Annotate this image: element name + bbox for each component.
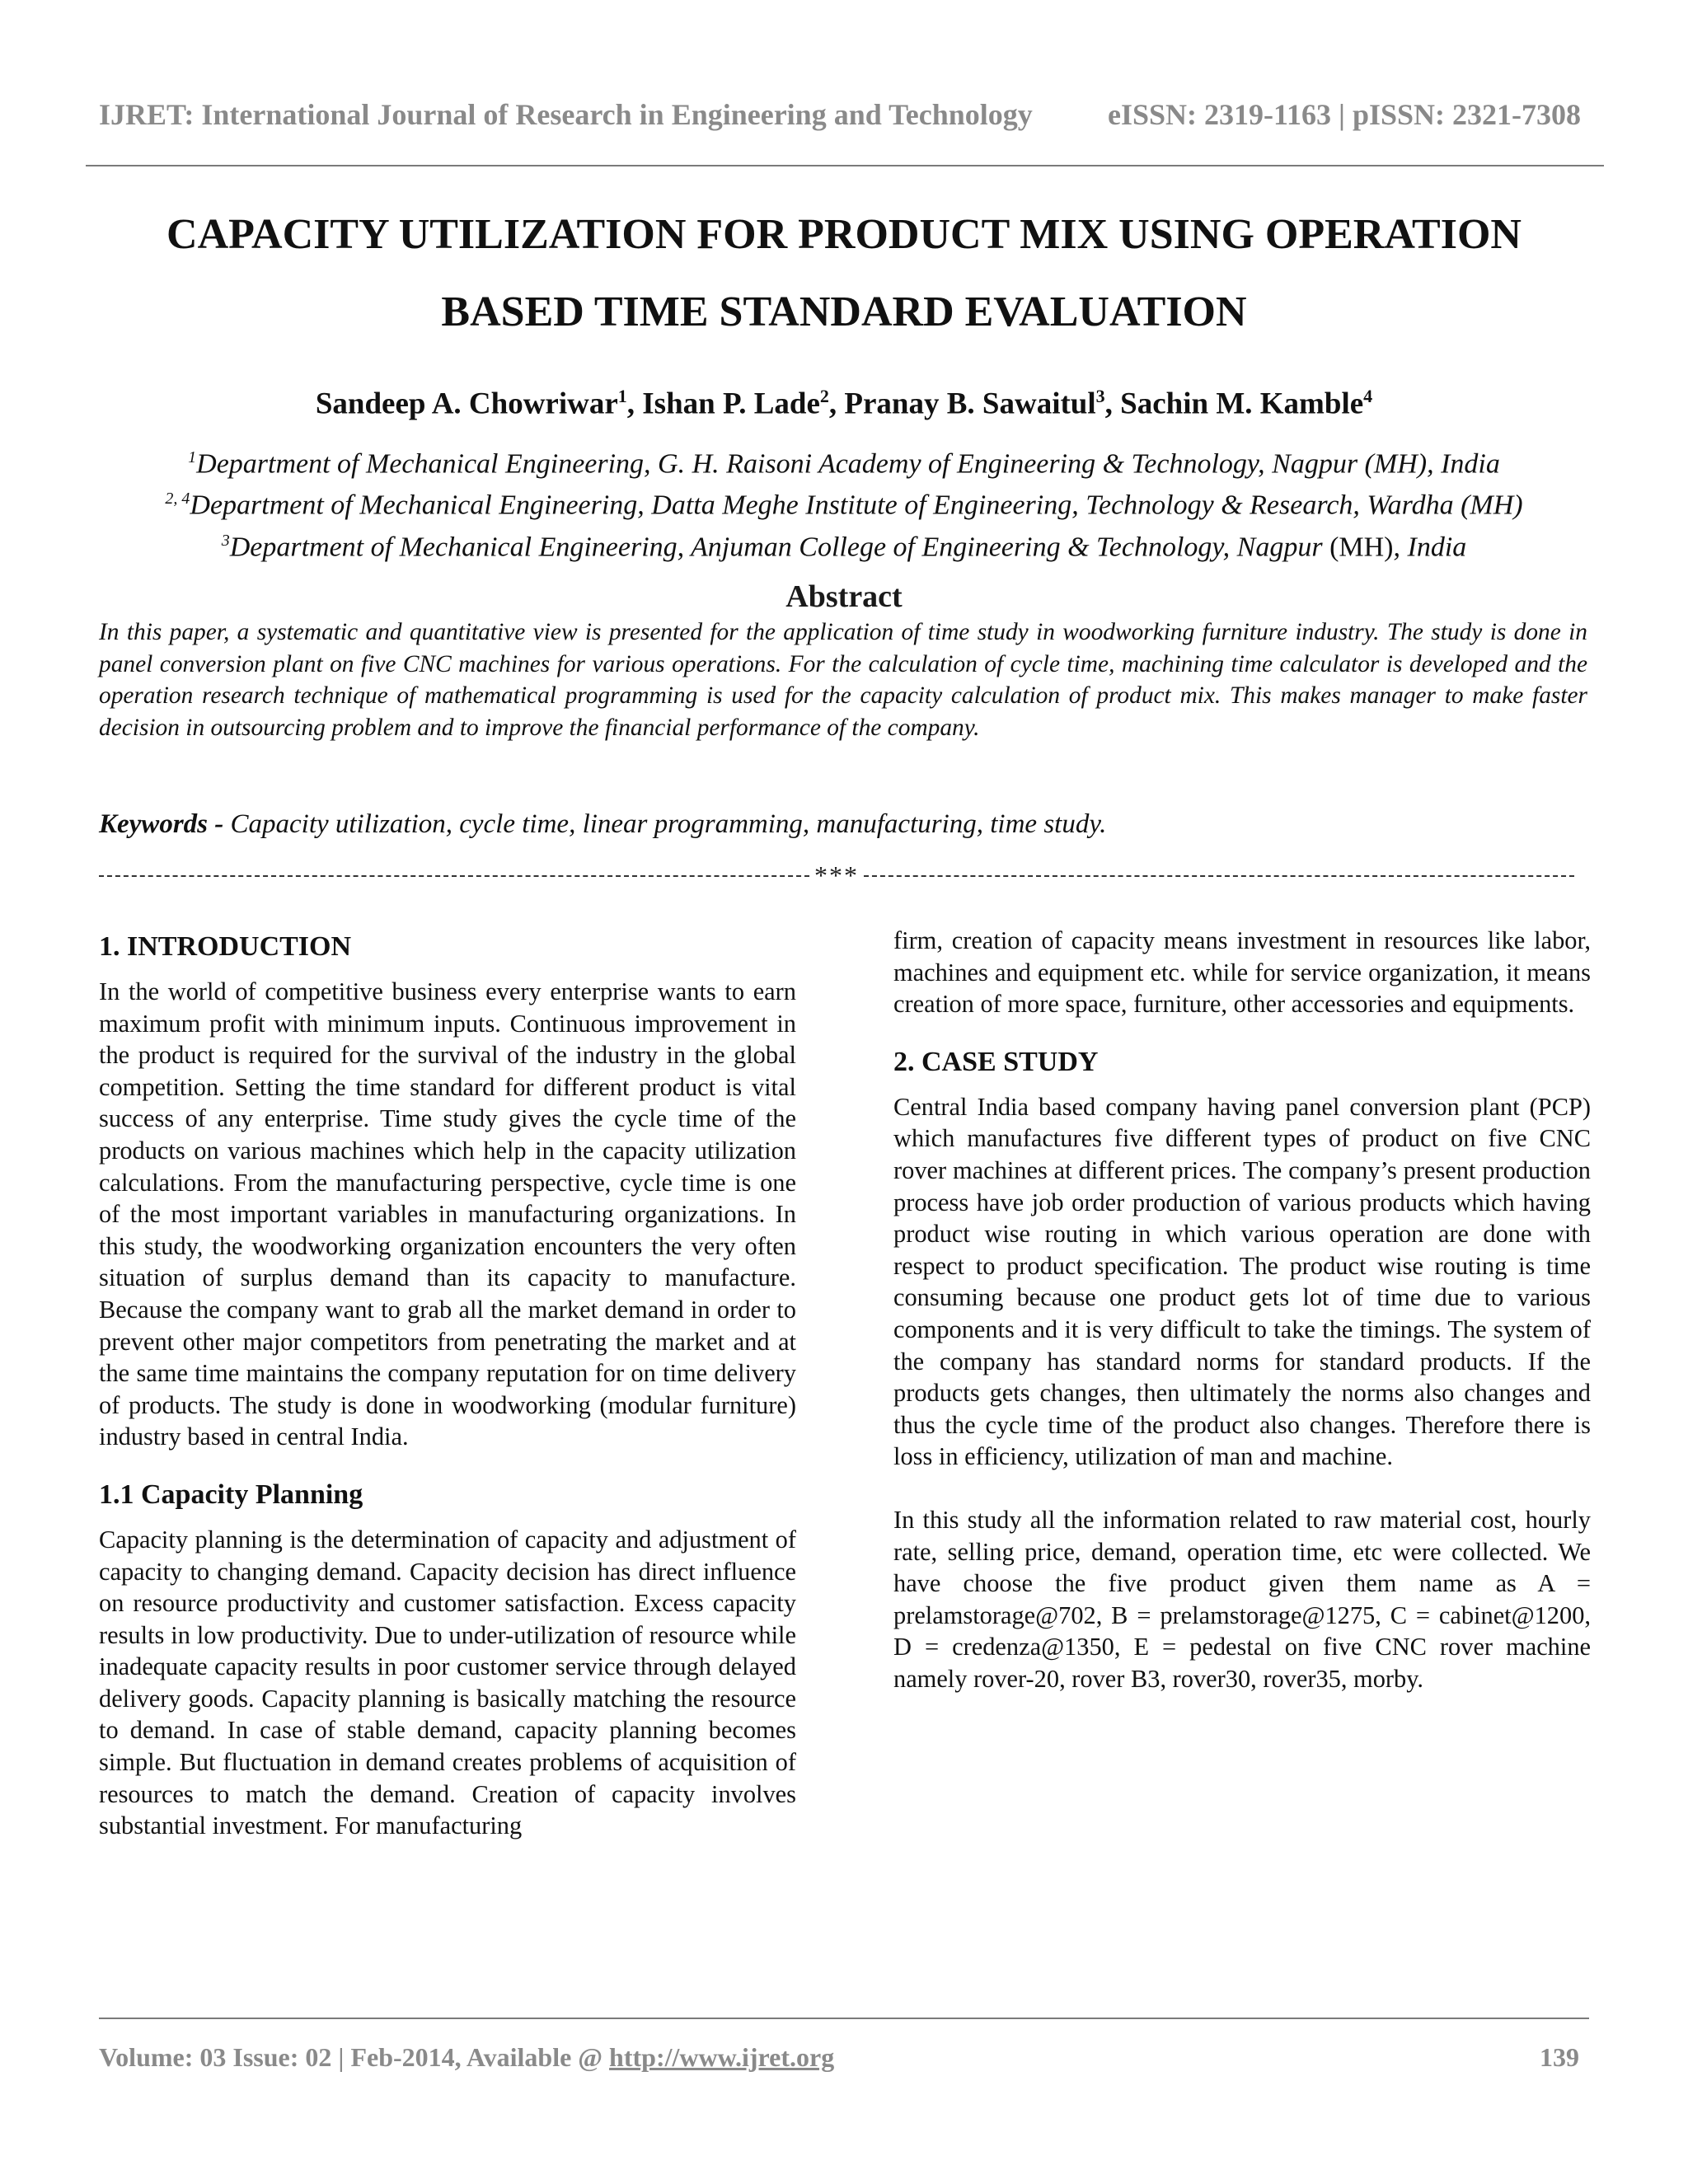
section-heading-capacity-planning: 1.1 Capacity Planning — [99, 1479, 363, 1510]
journal-website-link[interactable]: http://www.ijret.org — [609, 2042, 835, 2072]
affil-mark: 3 — [221, 531, 230, 550]
affil-text: Department of Mechanical Engineering, G. H. Raisoni Academy of Engineering & Technology, Nagpur (MH), India — [196, 448, 1500, 480]
journal-name: IJRET: International Journal of Research in Engineering and Technology — [99, 98, 1033, 131]
author-name: Pranay B. Sawaitul — [844, 387, 1096, 421]
affil-text: (MH) — [1329, 531, 1394, 562]
introduction-paragraph: In the world of competitive business every enterprise wants to earn maximum profit with minimum inputs. Continuous improvement in the product is required for the survival of the industry in the global competition. Setting the time standard for different product is vital success of any enterprise. Time study gives the cycle time of the products on various machines which help in the capacity utilization calculations. From the manufacturing perspective, cycle time is one of the most important variables in manufacturing organizations. In this study, the woodworking organization encounters the very often situation of surplus demand than its capacity to manufacture. Because the company want to grab all the market demand in order to prevent other major competitors from penetrating the market and at the same time maintains the company reputation for on time delivery of products. The study is done in woodworking (modular furniture) industry based in central India. — [99, 977, 796, 1451]
separator-dashes-left — [99, 875, 809, 877]
volume-text: Volume: 03 Issue: 02 | Feb-2014, Available @ — [99, 2042, 610, 2072]
capacity-planning-paragraph: Capacity planning is the determination of capacity and adjustment of capacity to changing demand. Capacity decision has direct influence on resource productivity and customer satisfaction. Excess capacity results in low productivity. Due to under-utilization of resource while inadequate capacity results in poor customer service through delayed delivery goods. Capacity planning is basically matching the resource to demand. In case of stable demand, capacity planning becomes simple. But fluctuation in demand creates problems of acquisition of resources to match the demand. Creation of capacity involves substantial investment. For manufacturing — [99, 1525, 796, 1840]
affiliation-1 — [82, 440, 1606, 481]
abstract-text: In this paper, a systematic and quantitative view is presented for the application of time study in woodworking furniture industry. The study is done in panel conversion plant on five CNC machines for various operations. For the calculation of cycle time, machining time calculator is developed and the operation research technique of mathematical programming is used for the capacity calculation of product mix. This makes manager to make faster decision in outsourcing problem and to improve the financial performance of the company. — [99, 619, 1587, 741]
affil-text: , India — [1393, 531, 1467, 562]
left-column — [99, 930, 796, 1842]
affil-text: , Anjuman College of Engineering & Technology, Nagpur — [677, 531, 1330, 562]
author-affil-mark: 2 — [819, 386, 829, 406]
author-name: Ishan P. Lade — [642, 387, 820, 421]
volume-info — [99, 2042, 834, 2073]
title-line-1: CAPACITY UTILIZATION FOR PRODUCT MIX USING OPERATION — [166, 211, 1522, 258]
affiliation-3 — [82, 523, 1606, 565]
keywords-text: Capacity utilization, cycle time, linear programming, manufacturing, time study. — [223, 809, 1107, 839]
title-line-2: BASED TIME STANDARD EVALUATION — [441, 288, 1247, 335]
author-affil-mark: 3 — [1095, 386, 1105, 406]
section-heading-case-study: 2. CASE STUDY — [893, 1046, 1099, 1077]
author-affil-mark: 4 — [1363, 386, 1373, 406]
affiliation-2 — [82, 481, 1606, 523]
case-study-paragraph-1: Central India based company having panel conversion plant (PCP) which manufactures five different types of product on five CNC rover machines at different prices. The company’s present production process have job order production of various products which having product wise routing in which various operation are done with respect to product specification. The product wise routing is time consuming because one product gets lot of time due to various components and it is very difficult to take the timings. The system of the company has standard norms for standard products. If the products gets changes, then ultimately the norms also changes and thus the cycle time of the product also changes. Therefore there is loss in efficiency, utilization of man and machine. — [893, 1092, 1591, 1471]
keywords — [99, 809, 1589, 840]
affil-mark: 1 — [188, 448, 197, 466]
header-rule — [86, 165, 1604, 166]
issn-numbers: eISSN: 2319-1163 | pISSN: 2321-7308 — [1108, 98, 1581, 131]
abstract-heading: Abstract — [785, 579, 903, 614]
author-separator: , — [626, 387, 643, 421]
keywords-label: Keywords - — [99, 809, 224, 839]
affil-text: Department of Mechanical Engineering — [229, 531, 678, 562]
separator-stars: *** — [814, 860, 859, 890]
section-heading-introduction: 1. INTRODUCTION — [99, 931, 352, 962]
affil-mark: 2, 4 — [165, 490, 190, 509]
author-separator: , — [828, 387, 845, 421]
author-list — [99, 386, 1589, 421]
right-column — [893, 925, 1591, 1694]
author-separator: , — [1104, 387, 1121, 421]
capacity-planning-continued: firm, creation of capacity means investment in resources like labor, machines and equipment etc. while for service organization, it means creation of more space, furniture, other accessories and equipments. — [893, 926, 1591, 1019]
author-affil-mark: 1 — [617, 386, 627, 406]
affil-text: Department of Mechanical Engineering, Datta Meghe Institute of Engineering, Technology & Research, Wardha (MH) — [190, 490, 1523, 521]
footer-rule — [99, 2018, 1589, 2019]
author-name: Sandeep A. Chowriwar — [315, 387, 618, 421]
section-separator — [99, 860, 1574, 891]
paper-title — [99, 196, 1589, 351]
affiliations — [82, 440, 1606, 565]
author-name: Sachin M. Kamble — [1120, 387, 1364, 421]
page-number: 139 — [1540, 2042, 1579, 2072]
case-study-paragraph-2: In this study all the information related to raw material cost, hourly rate, selling price, demand, operation time, etc were collected. We have choose the five product given them name as A = prelamstorage@702, B = prelamstorage@1275, C = cabinet@1200, D = credenza@1350, E = pedestal on five CNC rover machine namely rover-20, rover B3, rover30, rover35, morby. — [893, 1505, 1591, 1693]
separator-dashes-right — [864, 875, 1574, 877]
